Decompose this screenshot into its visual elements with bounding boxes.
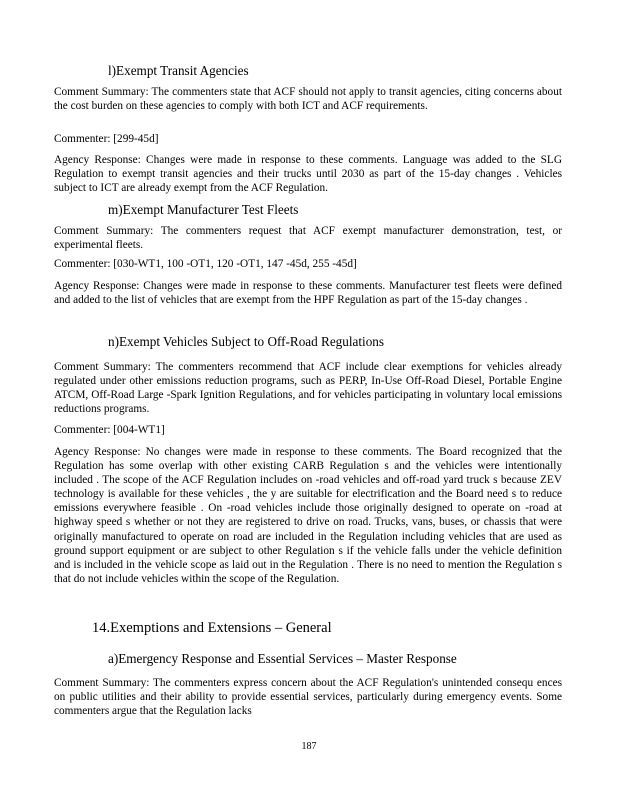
- heading-emergency-response: a)Emergency Response and Essential Services – Master Response: [108, 651, 457, 666]
- agency-response-manufacturer: Agency Response: Changes were made in response to these comments. Manufacturer test fleets were defined and added to the list of vehicles that are exempt from the HPF Regulation as part of the 15-day changes .: [54, 280, 562, 307]
- agency-response-off-road: Agency Response: No changes were made in response to these comments. The Board recognized that the Regulation has some overlap with other existing CARB Regulation s and the vehicles were intentionally included . The scope of the ACF Regulation includes on -road vehicles and off-road yard truck s because ZEV technology is available for these vehicles , the y are suitable for electrification and the Board need s to reduce emissions everywhere feasible . On -road vehicles include those originally designed to operate on -road at highway speed s whether or not they are registered to drive on road. Trucks, vans, buses, or chassis that were originally manufactured to operate on road are included in the Regulation including vehicles that are used as ground support equipment or are subject to other Regulation s if the vehicle falls under the vehicle definition and is included in the vehicle scope as laid out in the Regulation . There is no need to mention the Regulation s that do not include vehicles within the scope of the Regulation.: [54, 446, 562, 585]
- agency-response-transit: Agency Response: Changes were made in response to these comments. Language was added to the SLG Regulation to exempt transit agencies and their trucks until 2030 as part of the 15-day changes . Vehicles subject to ICT are already exempt from the ACF Regulation.: [54, 154, 562, 195]
- heading-exempt-off-road: n)Exempt Vehicles Subject to Off-Road Regulations: [108, 334, 385, 349]
- comment-summary-manufacturer: Comment Summary: The commenters request that ACF exempt manufacturer demonstration, test, or experimental fleets.: [54, 225, 562, 252]
- comment-summary-emergency: Comment Summary: The commenters express concern about the ACF Regulation's unintended consequ ences on public utilities and their ability to provide essential services, particularly during emergency events. Some commenters argue that the Regulation lacks: [54, 677, 562, 718]
- commenter-manufacturer: Commenter: [030-WT1, 100 -OT1, 120 -OT1, 147 -45d, 255 -45d]: [54, 258, 357, 270]
- heading-exempt-transit-agencies: l)Exempt Transit Agencies: [108, 63, 249, 78]
- page-number: 187: [301, 741, 317, 752]
- commenter-off-road: Commenter: [004-WT1]: [54, 424, 165, 436]
- heading-section-14: 14.Exemptions and Extensions – General: [92, 620, 332, 636]
- comment-summary-transit: Comment Summary: The commenters state that ACF should not apply to transit agencies, citing concerns about the cost burden on these agencies to comply with both ICT and ACF requirements.: [54, 86, 562, 113]
- comment-summary-off-road: Comment Summary: The commenters recommend that ACF include clear exemptions for vehicles already regulated under other emissions reduction programs, such as PERP, In-Use Off-Road Diesel, Portable Engine ATCM, Off-Road Large -Spark Ignition Regulations, and for vehicles participating in voluntary local emissions reductions programs.: [54, 361, 562, 416]
- heading-exempt-manufacturer-test-fleets: m)Exempt Manufacturer Test Fleets: [108, 202, 299, 217]
- commenter-transit: Commenter: [299-45d]: [54, 133, 159, 145]
